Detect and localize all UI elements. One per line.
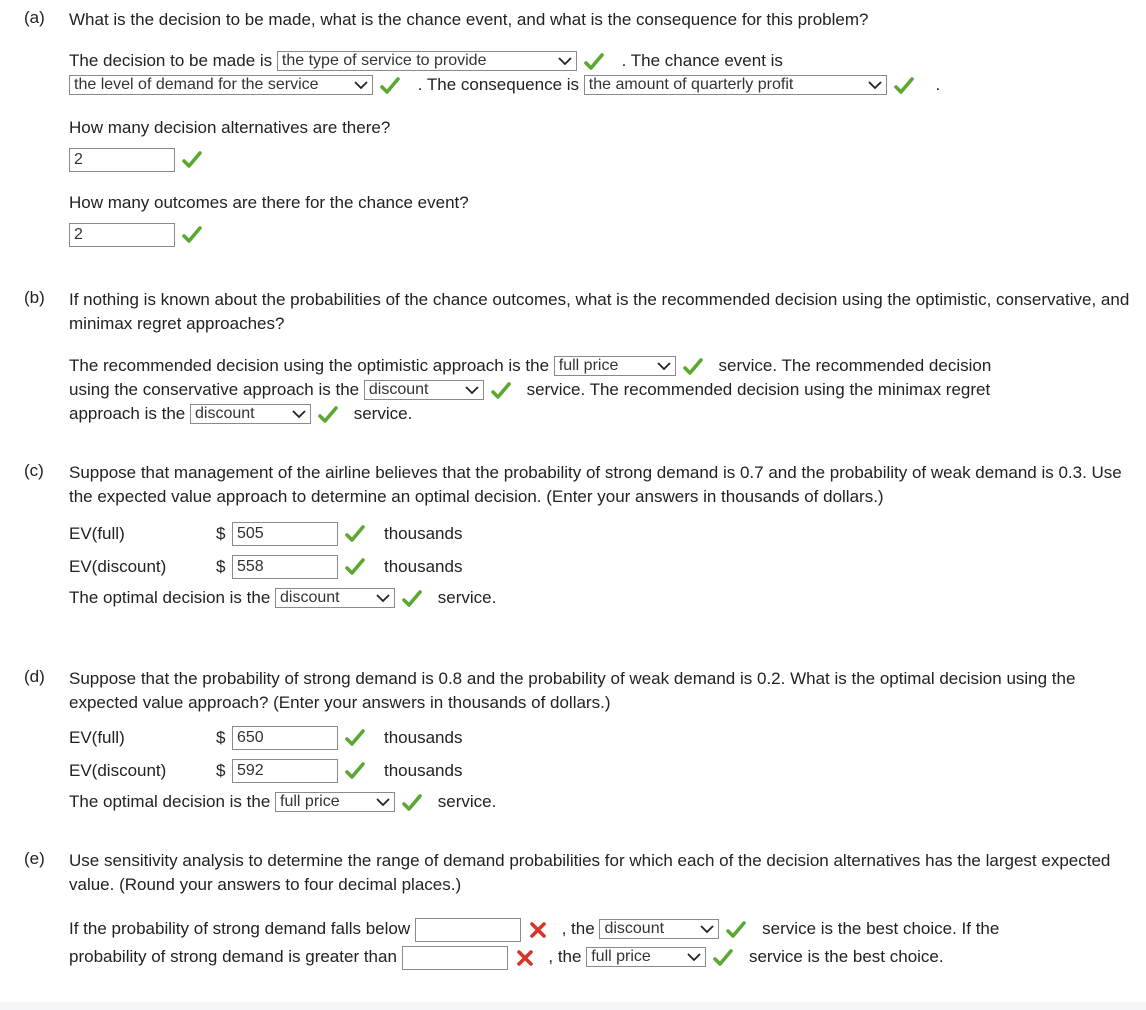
chevron-down-icon xyxy=(657,359,671,373)
ev-full-input[interactable]: 505 xyxy=(232,522,338,546)
checkmark-icon xyxy=(344,760,366,782)
currency-symbol: $ xyxy=(216,761,226,780)
part-a xyxy=(24,8,1138,247)
checkmark-icon xyxy=(401,588,423,610)
select-value: full price xyxy=(558,356,619,374)
chevron-down-icon xyxy=(354,78,368,92)
sentence-text: service. xyxy=(437,588,497,607)
sentence-text: service. xyxy=(353,404,413,423)
select-value: full price xyxy=(591,947,651,965)
unit-label: thousands xyxy=(384,524,463,543)
chevron-down-icon xyxy=(558,54,572,68)
sentence-text: If the probability of strong demand falls below xyxy=(69,919,411,938)
chevron-down-icon xyxy=(292,407,306,421)
checkmark-icon xyxy=(490,380,512,402)
alternatives-input[interactable]: 2 xyxy=(69,148,175,172)
chevron-down-icon xyxy=(868,78,882,92)
ev-full-label: EV(full) xyxy=(69,728,125,747)
above-probability-input[interactable] xyxy=(402,946,508,970)
part-letter: (b) xyxy=(24,288,45,307)
currency-symbol: $ xyxy=(216,557,226,576)
part-d xyxy=(24,667,1138,816)
sentence-text: , the xyxy=(548,947,582,966)
question-text: If nothing is known about the probabilities of the chance outcomes, what is the recommended decision using the optimistic, conservative, and minimax regret approaches? xyxy=(69,290,1130,333)
part-c xyxy=(24,461,1138,612)
currency-symbol: $ xyxy=(216,524,226,543)
sentence-text: The decision to be made is xyxy=(69,51,273,70)
ev-discount-input[interactable]: 592 xyxy=(232,759,338,783)
checkmark-icon xyxy=(344,523,366,545)
sentence-text: service. The recommended decision using the minimax regret xyxy=(526,380,991,399)
checkmark-icon xyxy=(344,556,366,578)
ev-discount-label: EV(discount) xyxy=(69,761,167,780)
part-letter: (e) xyxy=(24,849,45,868)
x-mark-icon xyxy=(527,919,549,941)
optimal-decision-select[interactable] xyxy=(275,792,395,812)
currency-symbol: $ xyxy=(216,728,226,747)
select-value: discount xyxy=(194,404,255,422)
sentence-text: using the conservative approach is the xyxy=(69,380,360,399)
sentence-text: service. The recommended decision xyxy=(718,356,992,375)
chevron-down-icon xyxy=(376,591,390,605)
checkmark-icon xyxy=(682,356,704,378)
part-b xyxy=(24,288,1138,426)
optimistic-select[interactable] xyxy=(554,356,676,376)
part-letter: (c) xyxy=(24,461,44,480)
select-value: the amount of quarterly profit xyxy=(588,75,794,93)
sentence-text: , the xyxy=(561,919,595,938)
chevron-down-icon xyxy=(687,950,701,964)
checkmark-icon xyxy=(379,75,401,97)
minimax-select[interactable] xyxy=(190,404,311,424)
checkmark-icon xyxy=(725,919,747,941)
outcomes-input[interactable]: 2 xyxy=(69,223,175,247)
chevron-down-icon xyxy=(465,383,479,397)
page-footer-band xyxy=(0,1002,1146,1010)
above-choice-select[interactable] xyxy=(586,947,706,967)
checkmark-icon xyxy=(181,224,203,246)
ev-full-label: EV(full) xyxy=(69,524,125,543)
decision-select[interactable] xyxy=(277,51,577,71)
chance-select[interactable] xyxy=(69,75,373,95)
sentence-text: . xyxy=(935,75,941,94)
sentence-text: service is the best choice. If the xyxy=(762,919,1000,938)
ev-discount-input[interactable]: 558 xyxy=(232,555,338,579)
select-value: discount xyxy=(368,380,429,398)
select-value: full price xyxy=(280,792,340,810)
sentence-text: . The chance event is xyxy=(621,51,783,70)
select-value: the level of demand for the service xyxy=(74,75,319,93)
sentence-text: approach is the xyxy=(69,404,186,423)
consequence-select[interactable] xyxy=(584,75,887,95)
sentence-text: The optimal decision is the xyxy=(69,588,271,607)
unit-label: thousands xyxy=(384,761,463,780)
checkmark-icon xyxy=(401,792,423,814)
sentence-text: . The consequence is xyxy=(417,75,580,94)
conservative-select[interactable] xyxy=(364,380,484,400)
question-text: Suppose that management of the airline believes that the probability of strong demand is 0.7 and the probability of weak demand is 0.3. Use the expected value approach to determine an optimal decision. (Enter your answers in thousands of dollars.) xyxy=(69,463,1122,506)
checkmark-icon xyxy=(893,75,915,97)
checkmark-icon xyxy=(317,404,339,426)
x-mark-icon xyxy=(514,947,536,969)
optimal-decision-select[interactable] xyxy=(275,588,395,608)
alternatives-question: How many decision alternatives are there? xyxy=(69,118,391,137)
unit-label: thousands xyxy=(384,728,463,747)
part-letter: (a) xyxy=(24,8,45,27)
chevron-down-icon xyxy=(376,795,390,809)
select-value: discount xyxy=(604,919,665,937)
sentence-text: probability of strong demand is greater than xyxy=(69,947,397,966)
sentence-text: The optimal decision is the xyxy=(69,792,271,811)
question-text: What is the decision to be made, what is the chance event, and what is the consequence for this problem? xyxy=(69,10,869,29)
part-letter: (d) xyxy=(24,667,45,686)
question-text: Suppose that the probability of strong demand is 0.8 and the probability of weak demand is 0.2. What is the optimal decision using the expected value approach? (Enter your answers in thousands of dollars.) xyxy=(69,669,1076,712)
checkmark-icon xyxy=(583,51,605,73)
checkmark-icon xyxy=(712,947,734,969)
checkmark-icon xyxy=(344,727,366,749)
below-probability-input[interactable] xyxy=(415,918,521,942)
select-value: the type of service to provide xyxy=(281,51,487,69)
below-choice-select[interactable] xyxy=(599,919,719,939)
chevron-down-icon xyxy=(700,922,714,936)
ev-discount-label: EV(discount) xyxy=(69,557,167,576)
ev-full-input[interactable]: 650 xyxy=(232,726,338,750)
checkmark-icon xyxy=(181,149,203,171)
outcomes-question: How many outcomes are there for the chance event? xyxy=(69,193,469,212)
sentence-text: service is the best choice. xyxy=(748,947,944,966)
sentence-text: service. xyxy=(437,792,497,811)
unit-label: thousands xyxy=(384,557,463,576)
part-e xyxy=(24,849,1138,971)
sentence-text: The recommended decision using the optimistic approach is the xyxy=(69,356,550,375)
question-text: Use sensitivity analysis to determine the range of demand probabilities for which each of the decision alternatives has the largest expected value. (Round your answers to four decimal places.) xyxy=(69,851,1111,894)
select-value: discount xyxy=(280,588,340,606)
